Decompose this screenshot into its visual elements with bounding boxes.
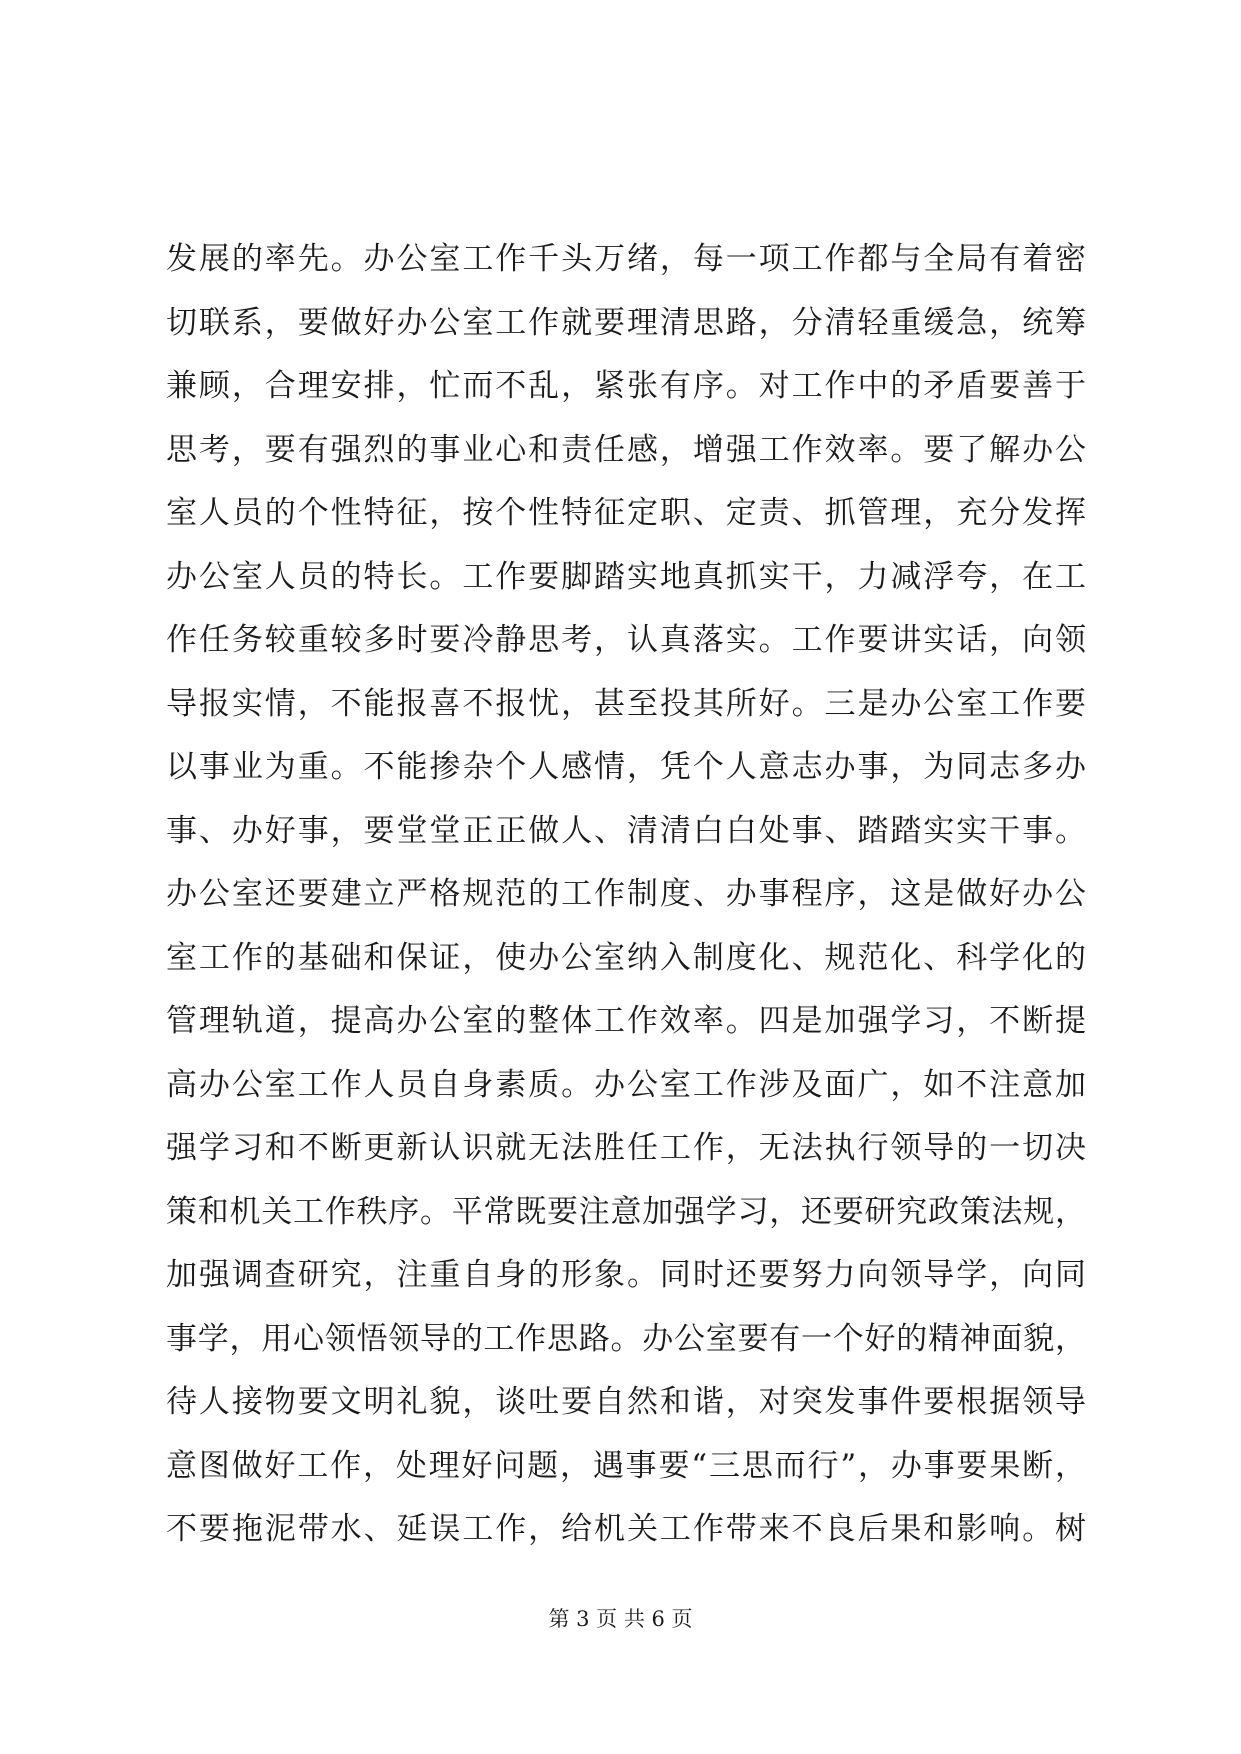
text-line: 管理轨道，提高办公室的整体工作效率。四是加强学习，不断提 bbox=[166, 1003, 1086, 1039]
text-line: 强学习和不断更新认识就无法胜任工作，无法执行领导的一切决 bbox=[166, 1130, 1086, 1166]
text-line: 室人员的个性特征，按个性特征定职、定责、抓管理，充分发挥 bbox=[166, 495, 1086, 531]
text-line: 事、办好事，要堂堂正正做人、清清白白处事、踏踏实实干事。 bbox=[166, 812, 1086, 849]
text-line: 待人接物要文明礼貌，谈吐要自然和谐，对突发事件要根据领导 bbox=[166, 1384, 1086, 1420]
text-line: 室工作的基础和保证，使办公室纳入制度化、规范化、科学化的 bbox=[166, 939, 1086, 976]
text-line: 策和机关工作秩序。平常既要注意加强学习，还要研究政策法规， bbox=[166, 1193, 1086, 1230]
body-paragraph bbox=[166, 228, 1086, 1562]
text-line: 高办公室工作人员自身素质。办公室工作涉及面广，如不注意加 bbox=[166, 1066, 1086, 1103]
text-line: 办公室还要建立严格规范的工作制度、办事程序，这是做好办公 bbox=[166, 876, 1086, 912]
text-line: 加强调查研究，注重自身的形象。同时还要努力向领导学，向同 bbox=[166, 1257, 1086, 1293]
text-line: 不要拖泥带水、延误工作，给机关工作带来不良后果和影响。树 bbox=[166, 1511, 1086, 1547]
text-line: 意图做好工作，处理好问题，遇事要“三思而行”，办事要果断， bbox=[166, 1447, 1086, 1484]
text-line: 办公室人员的特长。工作要脚踏实地真抓实干，力减浮夸，在工 bbox=[166, 558, 1086, 595]
page-number-footer: 第 3 页 共 6 页 bbox=[548, 1607, 693, 1631]
text-line: 发展的率先。办公室工作千头万绪，每一项工作都与全局有着密 bbox=[166, 241, 1086, 277]
text-line: 事学，用心领悟领导的工作思路。办公室要有一个好的精神面貌， bbox=[166, 1320, 1086, 1357]
text-line: 导报实情，不能报喜不报忧，甚至投其所好。三是办公室工作要 bbox=[166, 685, 1086, 722]
text-line: 作任务较重较多时要冷静思考，认真落实。工作要讲实话，向领 bbox=[166, 622, 1086, 658]
text-line: 切联系，要做好办公室工作就要理清思路，分清轻重缓急，统筹 bbox=[166, 304, 1086, 341]
text-line: 兼顾，合理安排，忙而不乱，紧张有序。对工作中的矛盾要善于 bbox=[166, 368, 1086, 404]
text-line: 思考，要有强烈的事业心和责任感，增强工作效率。要了解办公 bbox=[166, 431, 1086, 468]
text-line: 以事业为重。不能掺杂个人感情，凭个人意志办事，为同志多办 bbox=[166, 749, 1086, 785]
